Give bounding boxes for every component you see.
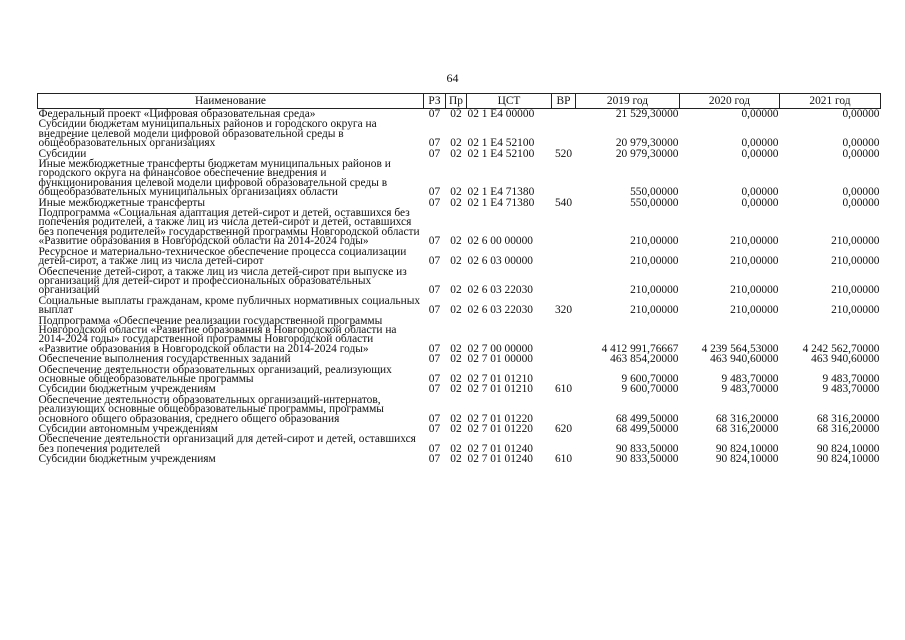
row-value-2019: 9 600,70000 bbox=[621, 383, 679, 396]
row-value-2021: 0,00000 bbox=[842, 108, 880, 120]
row-value-2019: 20 979,30000 bbox=[615, 147, 679, 160]
row-cst: 02 1 E4 00000 bbox=[467, 108, 535, 120]
row-name: Обеспечение выполнения государственных заданий bbox=[38, 353, 291, 366]
row-vr bbox=[552, 247, 576, 267]
row-cst: 02 7 01 01210 bbox=[467, 372, 533, 385]
row-cst: 02 1 E4 52100 bbox=[467, 147, 535, 160]
row-vr: 610 bbox=[554, 453, 573, 466]
row-value-2019: 550,00000 bbox=[630, 196, 679, 209]
row-vr: 610 bbox=[554, 383, 573, 396]
row-value-2020: 90 824,10000 bbox=[715, 442, 779, 455]
row-value-2020: 68 316,20000 bbox=[715, 423, 779, 435]
row-rz: 07 bbox=[428, 383, 441, 396]
row-name: Субсидии автономным учреждениям bbox=[38, 423, 218, 435]
row-value-2021: 4 242 562,70000 bbox=[802, 342, 880, 355]
row-vr bbox=[552, 365, 576, 385]
row-name: Субсидии бюджетам муниципальных районов и городского округа на внедрение целевой модели цифровой образовательной среды в общеобразовательных организациях bbox=[38, 118, 377, 150]
row-value-2021: 210,00000 bbox=[831, 304, 880, 317]
row-pr: 02 bbox=[450, 372, 462, 385]
row-rz: 07 bbox=[428, 304, 441, 317]
row-cst: 02 7 01 01240 bbox=[467, 453, 533, 466]
table-row bbox=[38, 354, 881, 364]
page-number: 64 bbox=[446, 71, 459, 85]
row-rz: 07 bbox=[428, 186, 441, 199]
row-value-2020: 0,00000 bbox=[741, 147, 779, 160]
row-pr: 02 bbox=[450, 453, 462, 466]
row-name: Иные межбюджетные трансферты бюджетам муниципальных районов и городского округа на финансовое обеспечение внедрения и функционирования целевой модели цифровой образовательной среды в общеобразовательных муниципальных организациях области bbox=[38, 158, 391, 199]
row-pr: 02 bbox=[450, 383, 462, 396]
row-value-2019: 9 600,70000 bbox=[621, 372, 679, 385]
row-value-2019: 4 412 991,76667 bbox=[601, 342, 679, 355]
row-value-2020: 210,00000 bbox=[730, 304, 779, 317]
row-cst: 02 6 03 00000 bbox=[467, 255, 533, 268]
row-value-2021: 9 483,70000 bbox=[822, 383, 880, 396]
table-row bbox=[38, 296, 881, 316]
table-row bbox=[38, 267, 881, 296]
row-value-2021: 0,00000 bbox=[842, 147, 880, 160]
row-pr: 02 bbox=[450, 147, 462, 160]
table-row bbox=[38, 159, 881, 198]
row-vr bbox=[552, 434, 576, 454]
row-name: Субсидии bbox=[38, 147, 87, 160]
row-rz: 07 bbox=[428, 342, 441, 355]
row-value-2019: 90 833,50000 bbox=[615, 442, 679, 455]
row-cst: 02 1 E4 52100 bbox=[467, 137, 535, 150]
row-value-2020: 0,00000 bbox=[741, 137, 779, 150]
column-header-2019: 2019 год bbox=[576, 94, 680, 109]
row-value-2020: 210,00000 bbox=[730, 235, 779, 248]
row-value-2020: 0,00000 bbox=[741, 196, 779, 209]
row-value-2019: 550,00000 bbox=[630, 186, 679, 199]
row-pr: 02 bbox=[450, 353, 462, 366]
row-value-2020: 210,00000 bbox=[730, 284, 779, 297]
table-row bbox=[38, 395, 881, 424]
row-rz: 07 bbox=[428, 108, 441, 120]
row-value-2019: 20 979,30000 bbox=[615, 137, 679, 150]
row-name: Подпрограмма «Обеспечение реализации государственной программы Новгородской области «Развитие образования в Новгородской области на 2014-2024 годы» государственной программы Новгородской области «Развитие образования в Новгородской области на 2014-2024 годы» bbox=[38, 314, 397, 355]
column-header-2020: 2020 год bbox=[680, 94, 780, 109]
row-pr: 02 bbox=[450, 255, 462, 268]
row-vr: 320 bbox=[554, 304, 573, 317]
row-vr bbox=[552, 109, 576, 120]
row-value-2019: 210,00000 bbox=[630, 284, 679, 297]
column-header-pr: Пр bbox=[446, 94, 467, 109]
row-vr bbox=[552, 354, 576, 364]
table-row bbox=[38, 316, 881, 355]
row-value-2021: 90 824,10000 bbox=[816, 453, 880, 466]
row-value-2021: 210,00000 bbox=[831, 284, 880, 297]
row-pr: 02 bbox=[450, 186, 462, 199]
row-cst: 02 7 01 01240 bbox=[467, 442, 533, 455]
row-rz: 07 bbox=[428, 442, 441, 455]
row-value-2021: 68 316,20000 bbox=[816, 423, 880, 435]
row-value-2021: 210,00000 bbox=[831, 255, 880, 268]
table-header bbox=[38, 94, 881, 109]
row-value-2021: 9 483,70000 bbox=[822, 372, 880, 385]
row-pr: 02 bbox=[450, 442, 462, 455]
row-cst: 02 7 00 00000 bbox=[467, 342, 533, 355]
budget-table bbox=[37, 93, 881, 465]
row-value-2020: 68 316,20000 bbox=[715, 412, 779, 425]
row-vr bbox=[552, 159, 576, 198]
table-body bbox=[38, 109, 881, 465]
row-value-2020: 9 483,70000 bbox=[721, 372, 779, 385]
column-header-2021: 2021 год bbox=[780, 94, 881, 109]
row-value-2019: 210,00000 bbox=[630, 304, 679, 317]
row-vr: 620 bbox=[554, 423, 573, 435]
row-vr: 540 bbox=[554, 196, 573, 209]
column-header-name: Наименование bbox=[38, 94, 424, 109]
row-pr: 02 bbox=[450, 284, 462, 297]
column-header-rz: РЗ bbox=[424, 94, 446, 109]
row-value-2021: 0,00000 bbox=[842, 196, 880, 209]
row-value-2019: 68 499,50000 bbox=[615, 423, 679, 435]
row-vr: 520 bbox=[554, 147, 573, 160]
row-pr: 02 bbox=[450, 196, 462, 209]
row-value-2020: 0,00000 bbox=[741, 108, 779, 120]
row-value-2021: 210,00000 bbox=[831, 235, 880, 248]
row-rz: 07 bbox=[428, 453, 441, 466]
row-pr: 02 bbox=[450, 423, 462, 435]
row-value-2019: 68 499,50000 bbox=[615, 412, 679, 425]
row-cst: 02 7 01 01210 bbox=[467, 383, 533, 396]
row-name: Ресурсное и материально-техническое обеспечение процесса социализации детей-сирот, а также лиц из числа детей-сирот bbox=[38, 245, 407, 268]
row-value-2019: 463 854,20000 bbox=[610, 353, 679, 366]
row-rz: 07 bbox=[428, 235, 441, 248]
row-value-2020: 463 940,60000 bbox=[710, 353, 779, 366]
table-row bbox=[38, 454, 881, 464]
row-vr bbox=[552, 208, 576, 247]
row-value-2021: 463 940,60000 bbox=[811, 353, 880, 366]
row-cst: 02 6 00 00000 bbox=[467, 235, 533, 248]
row-pr: 02 bbox=[450, 412, 462, 425]
row-name: Обеспечение деятельности организаций для детей-сирот и детей, оставшихся без попечения родителей bbox=[38, 433, 416, 455]
row-rz: 07 bbox=[428, 196, 441, 209]
row-name: Федеральный проект «Цифровая образовательная среда» bbox=[38, 108, 316, 120]
row-value-2019: 210,00000 bbox=[630, 255, 679, 268]
row-value-2020: 9 483,70000 bbox=[721, 383, 779, 396]
row-rz: 07 bbox=[428, 255, 441, 268]
row-cst: 02 1 E4 71380 bbox=[467, 196, 535, 209]
row-rz: 07 bbox=[428, 137, 441, 150]
row-cst: 02 7 01 01220 bbox=[467, 423, 533, 435]
row-cst: 02 7 01 01220 bbox=[467, 412, 533, 425]
table-row bbox=[38, 365, 881, 385]
table-row bbox=[38, 208, 881, 247]
row-value-2020: 210,00000 bbox=[730, 255, 779, 268]
row-value-2021: 0,00000 bbox=[842, 137, 880, 150]
column-header-cst: ЦСТ bbox=[467, 94, 552, 109]
table-row bbox=[38, 434, 881, 454]
row-name: Субсидии бюджетным учреждениям bbox=[38, 383, 216, 396]
row-name: Иные межбюджетные трансферты bbox=[38, 196, 206, 209]
row-vr bbox=[552, 267, 576, 296]
row-value-2021: 90 824,10000 bbox=[816, 442, 880, 455]
row-rz: 07 bbox=[428, 284, 441, 297]
row-name: Обеспечение деятельности образовательных организаций-интернатов, реализующих основные общеобразовательные программы, программы основного общего образования, среднего общего образования bbox=[38, 393, 384, 425]
row-rz: 07 bbox=[428, 412, 441, 425]
row-value-2019: 210,00000 bbox=[630, 235, 679, 248]
row-pr: 02 bbox=[450, 235, 462, 248]
row-cst: 02 1 E4 71380 bbox=[467, 186, 535, 199]
row-pr: 02 bbox=[450, 304, 462, 317]
row-pr: 02 bbox=[450, 137, 462, 150]
row-value-2021: 0,00000 bbox=[842, 186, 880, 199]
row-pr: 02 bbox=[450, 342, 462, 355]
column-header-vr: ВР bbox=[552, 94, 576, 109]
row-name: Обеспечение детей-сирот, а также лиц из числа детей-сирот при выпуске из организаций для детей-сирот и профессиональных образовательных организаций bbox=[38, 265, 407, 297]
row-cst: 02 6 03 22030 bbox=[467, 304, 533, 317]
table-row bbox=[38, 119, 881, 148]
row-name: Подпрограмма «Социальная адаптация детей-сирот и детей, оставшихся без попечения родителей, а также лиц из числа детей-сирот и детей, оставшихся без попечения родителей» государственной программы Новгородской области «Развитие образования в Новгородской области на 2014-2024 годы» bbox=[38, 207, 420, 248]
row-value-2020: 0,00000 bbox=[741, 186, 779, 199]
row-name: Субсидии бюджетным учреждениям bbox=[38, 453, 216, 466]
row-name: Обеспечение деятельности образовательных организаций, реализующих основные общеобразовательные программы bbox=[38, 363, 392, 385]
row-value-2021: 68 316,20000 bbox=[816, 412, 880, 425]
row-value-2019: 21 529,30000 bbox=[615, 108, 679, 120]
row-cst: 02 6 03 22030 bbox=[467, 284, 533, 297]
row-rz: 07 bbox=[428, 372, 441, 385]
row-rz: 07 bbox=[428, 423, 441, 435]
row-value-2020: 4 239 564,53000 bbox=[701, 342, 779, 355]
row-name: Социальные выплаты гражданам, кроме публичных нормативных социальных выплат bbox=[38, 294, 421, 317]
row-rz: 07 bbox=[428, 353, 441, 366]
row-value-2019: 90 833,50000 bbox=[615, 453, 679, 466]
row-vr bbox=[552, 119, 576, 148]
row-rz: 07 bbox=[428, 147, 441, 160]
table-row bbox=[38, 247, 881, 267]
row-vr bbox=[552, 395, 576, 424]
row-value-2020: 90 824,10000 bbox=[715, 453, 779, 466]
row-vr bbox=[552, 316, 576, 355]
row-pr: 02 bbox=[450, 108, 462, 120]
row-cst: 02 7 01 00000 bbox=[467, 353, 533, 366]
